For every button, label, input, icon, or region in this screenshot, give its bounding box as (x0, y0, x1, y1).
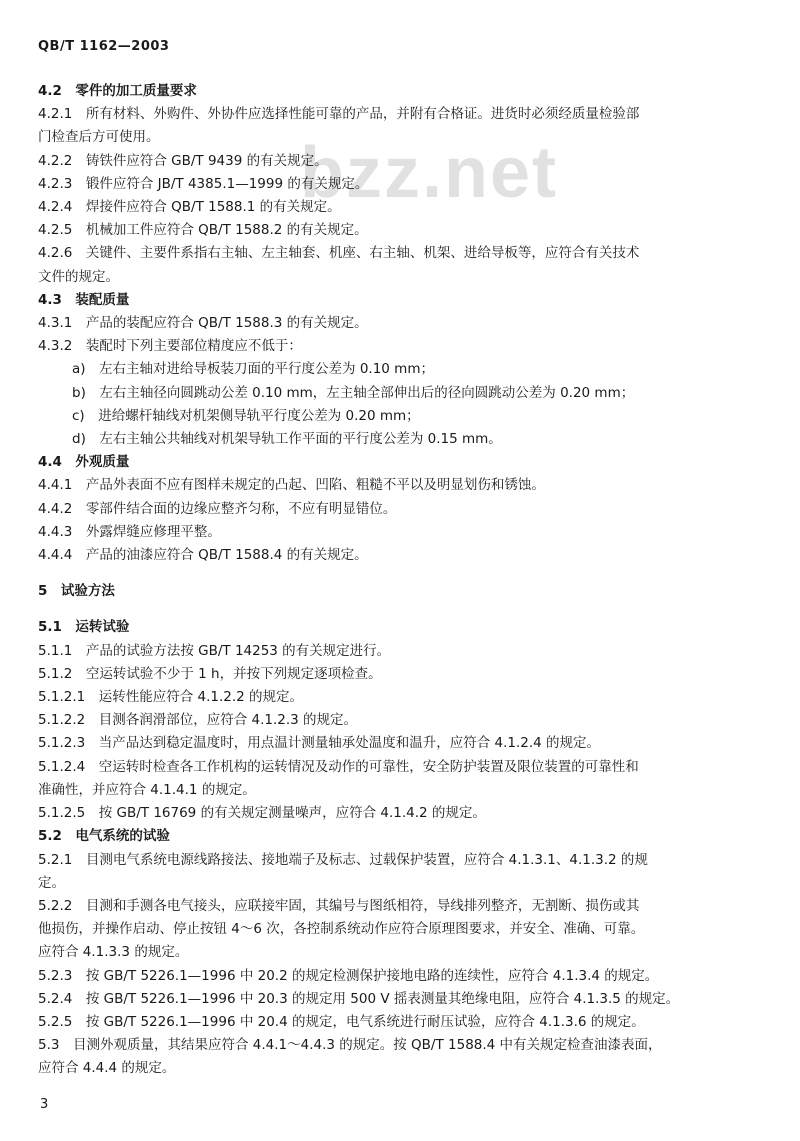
page-number: 3 (40, 1097, 49, 1112)
clause-5-1-2-2: 5.1.2.2 目测各润滑部位，应符合 4.1.2.3 的规定。 (38, 712, 358, 729)
clause-4-2-1-cont: 门检查后方可使用。 (38, 129, 160, 146)
clause-4-3-2: 4.3.2 装配时下列主要部位精度应不低于： (38, 338, 302, 355)
clause-5-2-4: 5.2.4 按 GB/T 5226.1—1996 中 20.3 的规定用 500 V 摇表测量其绝缘电阻，应符合 4.1.3.5 的规定。 (38, 990, 680, 1007)
clause-5-1-1: 5.1.1 产品的试验方法按 GB/T 14253 的有关规定进行。 (38, 642, 391, 659)
list-item-c: c) 进给螺杆轴线对机架侧导轨平行度公差为 0.20 mm； (72, 407, 420, 424)
clause-5-2-3: 5.2.3 按 GB/T 5226.1—1996 中 20.2 的规定检测保护接地电路的连续性，应符合 4.1.3.4 的规定。 (38, 967, 659, 984)
clause-4-3-1: 4.3.1 产品的装配应符合 QB/T 1588.3 的有关规定。 (38, 315, 368, 332)
clause-5-1-2-4-cont: 准确性，并应符合 4.1.4.1 的规定。 (38, 781, 256, 798)
clause-5-3-cont: 应符合 4.4.4 的规定。 (38, 1060, 176, 1077)
section-heading-4-3: 4.3 装配质量 (38, 291, 130, 308)
list-item-d: d) 左右主轴公共轴线对机架导轨工作平面的平行度公差为 0.15 mm。 (72, 431, 502, 448)
clause-4-4-3: 4.4.3 外露焊缝应修理平整。 (38, 523, 221, 540)
clause-5-1-2-4: 5.1.2.4 空运转时检查各工作机构的运转情况及动作的可靠性，安全防护装置及限位装置的可靠性和 (38, 758, 639, 775)
clause-5-2-1: 5.2.1 目测电气系统电源线路接法、接地端子及标志、过载保护装置，应符合 4.1.3.1、4.1.3.2 的规 (38, 851, 648, 868)
watermark-logo: bzz.net (300, 133, 558, 213)
chapter-heading-5: 5 试验方法 (38, 583, 115, 600)
clause-5-2-2-cont-2: 应符合 4.1.3.3 的规定。 (38, 944, 189, 961)
standard-header: QB/T 1162—2003 (38, 39, 170, 54)
clause-4-2-5: 4.2.5 机械加工件应符合 QB/T 1588.2 的有关规定。 (38, 222, 368, 239)
clause-4-2-3: 4.2.3 锻件应符合 JB/T 4385.1—1999 的有关规定。 (38, 175, 369, 192)
clause-5-2-5: 5.2.5 按 GB/T 5226.1—1996 中 20.4 的规定，电气系统进行耐压试验，应符合 4.1.3.6 的规定。 (38, 1013, 645, 1030)
clause-5-2-1-cont: 定。 (38, 874, 65, 891)
section-heading-5-2: 5.2 电气系统的试验 (38, 828, 170, 845)
clause-4-2-6-cont: 文件的规定。 (38, 268, 119, 285)
clause-5-2-2: 5.2.2 目测和手测各电气接头，应联接牢固，其编号与图纸相符，导线排列整齐，无割断、损伤或其 (38, 897, 640, 914)
clause-5-1-2: 5.1.2 空运转试验不少于 1 h，并按下列规定逐项检查。 (38, 665, 382, 682)
clause-4-4-4: 4.4.4 产品的油漆应符合 QB/T 1588.4 的有关规定。 (38, 547, 368, 564)
clause-5-3: 5.3 目测外观质量，其结果应符合 4.4.1～4.4.3 的规定。按 QB/T 1588.4 中有关规定检查油漆表面， (38, 1037, 662, 1054)
list-item-b: b) 左右主轴径向圆跳动公差 0.10 mm，左主轴全部伸出后的径向圆跳动公差为 0.20 mm； (72, 384, 635, 401)
clause-4-2-6: 4.2.6 关键件、主要件系指右主轴、左主轴套、机座、右主轴、机架、进给导板等，应符合有关技术 (38, 245, 640, 262)
clause-5-1-2-1: 5.1.2.1 运转性能应符合 4.1.2.2 的规定。 (38, 689, 304, 706)
clause-4-4-1: 4.4.1 产品外表面不应有图样未规定的凸起、凹陷、粗糙不平以及明显划伤和锈蚀。 (38, 477, 545, 494)
section-heading-4-4: 4.4 外观质量 (38, 454, 130, 471)
clause-4-4-2: 4.4.2 零部件结合面的边缘应整齐匀称，不应有明显错位。 (38, 500, 397, 517)
clause-4-2-2: 4.2.2 铸铁件应符合 GB/T 9439 的有关规定。 (38, 152, 328, 169)
section-heading-5-1: 5.1 运转试验 (38, 619, 130, 636)
clause-5-2-2-cont: 他损伤，并操作启动、停止按钮 4～6 次，各控制系统动作应符合原理图要求，并安全、准确、可靠。 (38, 921, 645, 938)
list-item-a: a) 左右主轴对进给导板装刀面的平行度公差为 0.10 mm； (72, 361, 434, 378)
clause-5-1-2-3: 5.1.2.3 当产品达到稳定温度时，用点温计测量轴承处温度和温升，应符合 4.1.2.4 的规定。 (38, 735, 601, 752)
clause-4-2-4: 4.2.4 焊接件应符合 QB/T 1588.1 的有关规定。 (38, 199, 341, 216)
section-heading-4-2: 4.2 零件的加工质量要求 (38, 83, 197, 99)
clause-4-2-1: 4.2.1 所有材料、外购件、外协件应选择性能可靠的产品，并附有合格证。进货时必须经质量检验部 (38, 106, 640, 123)
clause-5-1-2-5: 5.1.2.5 按 GB/T 16769 的有关规定测量噪声，应符合 4.1.4.2 的规定。 (38, 805, 486, 822)
document-body (38, 80, 780, 1081)
